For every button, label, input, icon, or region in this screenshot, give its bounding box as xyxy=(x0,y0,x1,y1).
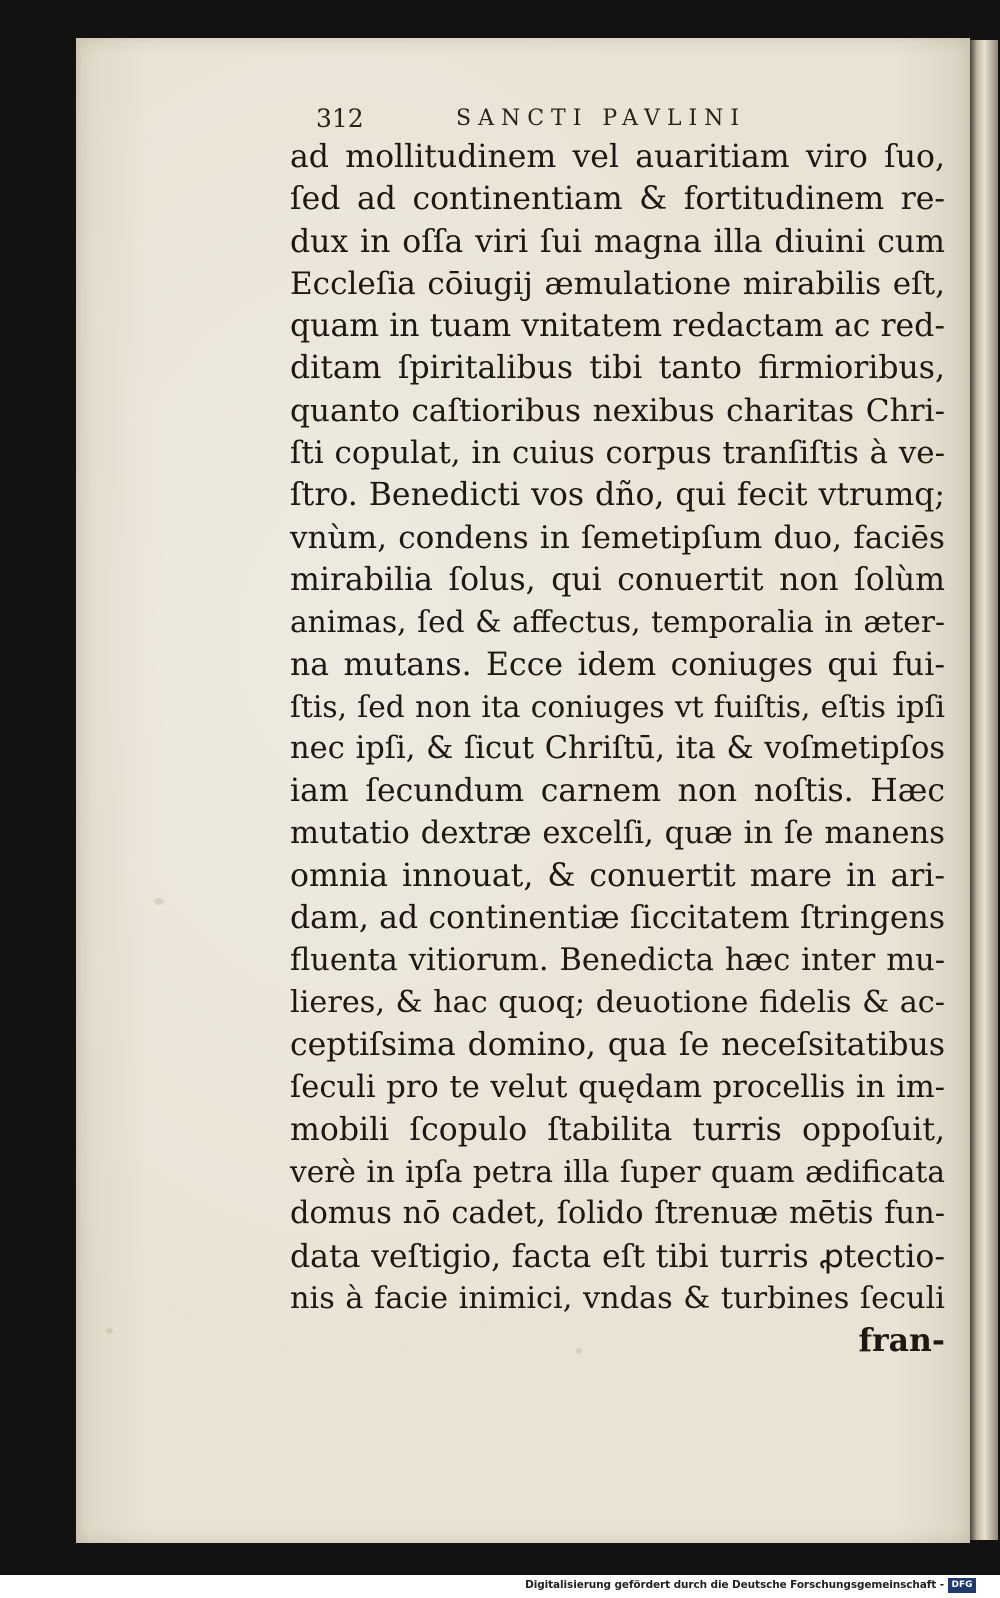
catchword: fran- xyxy=(858,1322,945,1360)
text-line: mobili ſcopulo ſtabilita turris oppoſuit, xyxy=(290,1111,945,1148)
running-head xyxy=(316,104,816,138)
text-line: dam, ad continentiæ ſiccitatem ſtringens xyxy=(290,900,945,937)
text-line: quanto caſtioribus nexibus charitas Chri- xyxy=(290,392,945,429)
text-line: lieres, & hac quoq; deuotione fidelis & ac- xyxy=(290,984,945,1020)
text-line: ſtro. Benedicti vos dño, qui fecit vtrumq; xyxy=(290,477,945,514)
footer-credit-bar xyxy=(0,1575,1000,1598)
text-line: omnia innouat, & conuertit mare in ari- xyxy=(290,858,945,895)
page-number: 312 xyxy=(316,104,364,133)
text-line: data veſtigio, facta eſt tibi turris ꝓtectio- xyxy=(290,1238,945,1275)
text-line: ſed ad continentiam & fortitudinem re- xyxy=(290,181,945,218)
text-line: quam in tuam vnitatem redactam ac red- xyxy=(290,308,945,345)
text-line: iam ſecundum carnem non noſtis. Hæc xyxy=(290,773,945,810)
text-line: ad mollitudinem vel auaritiam viro ſuo, xyxy=(290,139,945,175)
text-line: verè in ipſa petra illa ſuper quam ædificata xyxy=(290,1154,945,1190)
text-line: nec ipſi, & ſicut Chriſtū, ita & voſmetipſos xyxy=(290,731,945,767)
text-line: mutatio dextræ excelſi, quæ in ſe manens xyxy=(290,815,945,851)
paper-spot xyxy=(154,898,164,905)
paper-spot xyxy=(106,1328,113,1334)
text-line: dux in oſſa viri ſui magna illa diuini cum xyxy=(290,223,945,260)
dfg-logo: DFG xyxy=(948,1578,976,1593)
text-line: na mutans. Ecce idem coniuges qui fui- xyxy=(290,646,945,683)
running-head-title: SANCTI PAVLINI xyxy=(456,106,747,131)
digitization-credit: Digitalisierung gefördert durch die Deutsche Forschungsgemeinschaft - xyxy=(525,1579,944,1591)
text-line: vnùm, condens in ſemetipſum duo, faciēs xyxy=(290,519,945,556)
text-line: ditam ſpiritalibus tibi tanto firmioribus, xyxy=(290,350,945,387)
text-body xyxy=(290,136,945,1363)
text-line: mirabilia ſolus, qui conuertit non ſolùm xyxy=(290,561,945,598)
text-line: ceptiſsima domino, qua ſe neceſsitatibus xyxy=(290,1027,945,1064)
text-line: ſtis, ſed non ita coniuges vt fuiſtis, eſtis ipſi xyxy=(290,688,945,724)
text-line: ſti copulat, in cuius corpus tranſiſtis à ve- xyxy=(290,435,945,472)
text-line: ſeculi pro te velut quędam procellis in im- xyxy=(290,1069,945,1105)
text-line: nis à facie inimici, vndas & turbines ſeculi xyxy=(290,1281,945,1317)
text-line: Eccleſia cōiugij æmulatione mirabilis eſt, xyxy=(290,265,945,302)
text-line: animas, ſed & affectus, temporalia in æter- xyxy=(290,604,945,640)
text-line: domus nō cadet, ſolido ſtrenuæ mētis fun- xyxy=(290,1196,945,1232)
text-line: fluenta vitiorum. Benedicta hæc inter mu- xyxy=(290,942,945,978)
book-edge xyxy=(968,40,998,1540)
